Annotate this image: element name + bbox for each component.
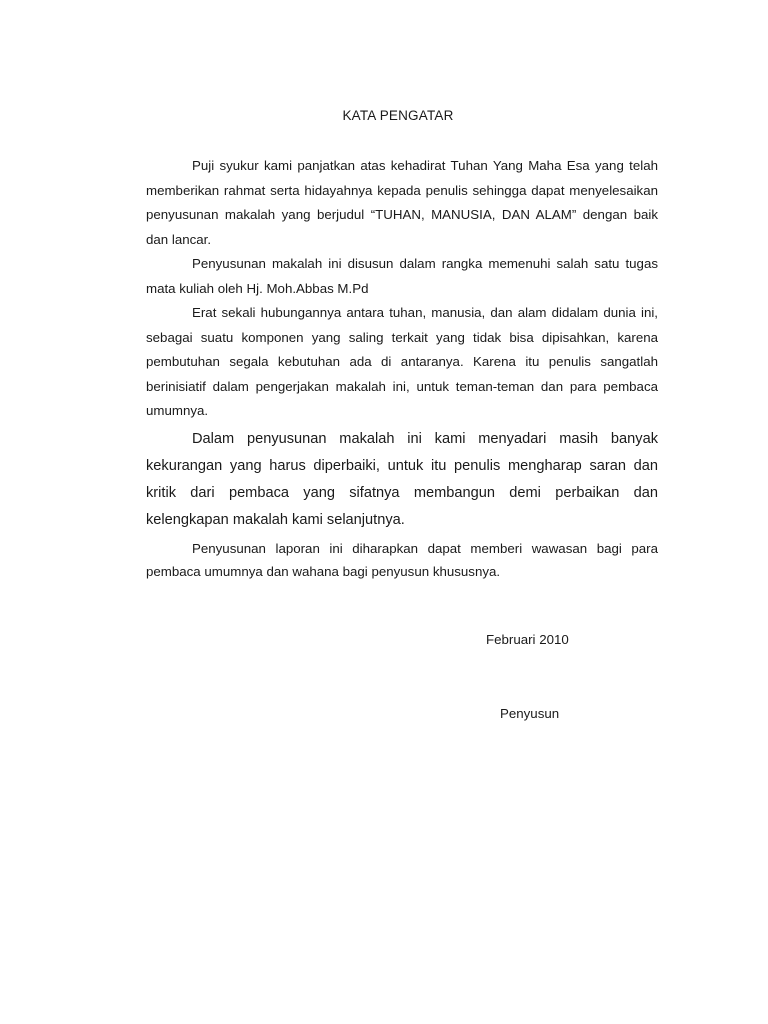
- document-body: [146, 154, 658, 583]
- document-author: Penyusun: [500, 706, 560, 721]
- paragraph-relationship: Erat sekali hubungannya antara tuhan, manusia, dan alam didalam dunia ini, sebagai suatu komponen yang saling terkait yang tidak bisa dipisahkan, karena pembutuhan segala kebutuhan ada di antaranya. Karena itu penulis sangatlah berinisiatif dalam pengerjakan makalah ini, untuk teman-teman dan para pembaca umumnya.: [146, 305, 658, 418]
- paragraph-closing: Penyusunan laporan ini diharapkan dapat memberi wawasan bagi para pembaca umumnya dan wahana bagi penyusun khususnya.: [146, 540, 658, 579]
- document-date: Februari 2010: [486, 632, 569, 647]
- document-title: KATA PENGATAR: [342, 108, 454, 123]
- paragraph-opening: Puji syukur kami panjatkan atas kehadirat Tuhan Yang Maha Esa yang telah memberikan rahmat serta hidayahnya kepada penulis sehingga dapat menyelesaikan penyusunan makalah yang berjudul “TUHAN, MANUSIA, DAN ALAM” dengan baik dan lancar.: [146, 158, 658, 247]
- paragraph-purpose: Penyusunan makalah ini disusun dalam rangka memenuhi salah satu tugas mata kuliah oleh Hj. Moh.Abbas M.Pd: [146, 256, 658, 296]
- paragraph-acknowledgement: Dalam penyusunan makalah ini kami menyadari masih banyak kekurangan yang harus diperbaiki, untuk itu penulis mengharap saran dan kritik dari pembaca yang sifatnya membangun demi perbaikan dan kelengkapan makalah kami selanjutnya.: [146, 430, 658, 528]
